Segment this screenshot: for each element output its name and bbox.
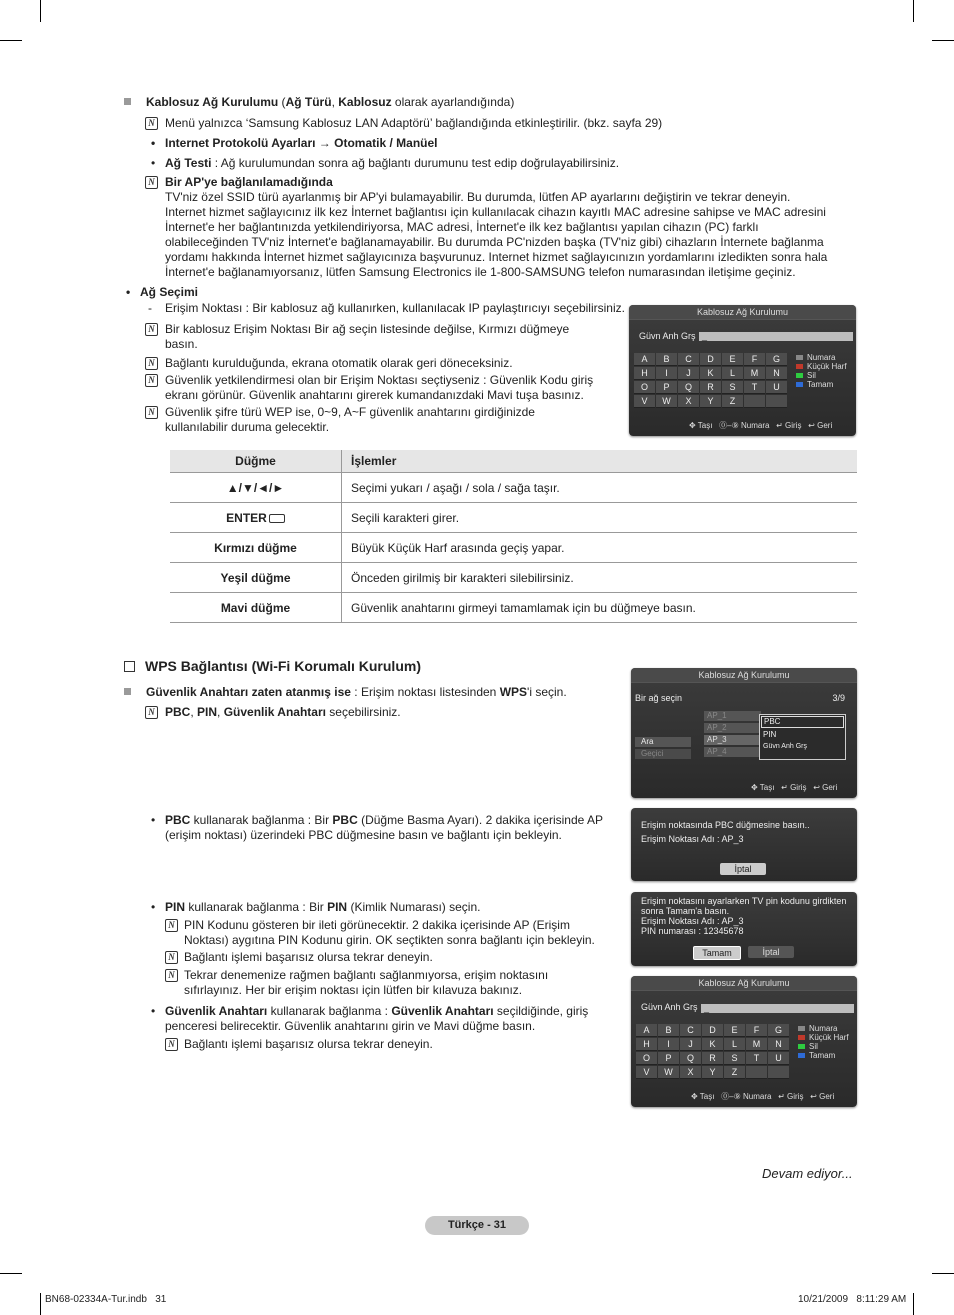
tv-pin-panel [631,892,857,966]
text: (Düğme Basma Ayarı). 2 dakika içerisinde AP [357,813,603,827]
field-label: Güvn Anh Grş [641,1002,698,1012]
key[interactable]: E [724,1024,745,1037]
heading-bold: Kablosuz Ağ Kurulumu [146,95,279,109]
note-line: Bir kablosuz Erişim Noktası Bir ağ seçin listesinde değilse, Kırmızı düğmeye [165,322,570,336]
key[interactable]: A [636,1024,657,1037]
legend-label: Küçük Harf [809,1033,849,1042]
paragraph-line: yordamı hakkında İnternet hizmet sağlayıcınıza başvurunuz. Internet hizmet sağlayıcınızın yordamlarını izledikten sonra hala [165,250,828,264]
key[interactable]: O [634,381,655,394]
text: 'i seçin. [527,685,567,699]
key[interactable]: X [678,395,699,408]
key[interactable]: P [656,381,677,394]
virtual-keyboard [634,353,787,408]
note-icon: N [145,357,158,370]
key[interactable]: D [700,353,721,366]
ap-item[interactable]: AP_1 [704,711,761,721]
bullet-bold: Ağ Testi [165,156,212,170]
key[interactable]: Z [722,395,743,408]
bold-text: PIN [197,705,218,719]
enter-icon: ↵ [781,783,788,792]
panel-title: Kablosuz Ağ Kurulumu [631,668,857,683]
square-bullet-icon [124,98,131,105]
key[interactable]: M [744,367,765,380]
key[interactable]: Y [702,1066,723,1079]
key[interactable]: V [636,1066,657,1079]
key[interactable]: S [724,1052,745,1065]
key[interactable] [746,1066,767,1079]
heading-text: ( [278,95,286,109]
number-keys-icon: ⓪–⑨ [719,421,739,430]
text: (Kimlik Numarası) seçin. [347,900,481,914]
text: kullanarak bağlanma : Bir [190,813,333,827]
note-line: ekranı görünür. Güvenlik anahtarını girerek kumandanızdaki Mavi tuşa basınız. [165,388,584,402]
note-icon: N [165,1038,178,1051]
note-text [184,968,548,998]
footer-label: Giriş [787,1092,804,1101]
bold-text: Güvenlik Anahtarı zaten atanmış ise [146,685,351,699]
key[interactable]: I [658,1038,679,1051]
key[interactable]: Q [678,381,699,394]
wps-title: WPS Bağlantısı (Wi-Fi Korumalı Kurulum) [145,658,421,674]
table-cell: Yeşil düğme [170,563,342,593]
table-row [170,503,857,533]
table-row [170,533,857,563]
blue-button-icon [798,1053,805,1058]
bullet-item: • Ağ Seçimi [140,285,198,300]
table-row [170,473,857,503]
key[interactable]: R [700,381,721,394]
ap-item-selected[interactable]: AP_3 [704,735,761,745]
crop-mark [913,0,914,22]
numbers-icon [796,355,803,360]
key[interactable]: W [658,1066,679,1079]
key[interactable]: H [636,1038,657,1051]
move-icon: ✥ [689,421,696,430]
key[interactable]: T [744,381,765,394]
table-cell: Seçimi yukarı / aşağı / sola / sağa taşır. [342,473,858,503]
key-table [170,450,857,623]
footer-label: Taşı [759,783,775,792]
security-key-input[interactable]: _ [701,1004,854,1013]
crop-mark [40,0,41,22]
message-line: sonra Tamam'a basın. [641,906,730,916]
panel-message: Erişim noktasında PBC düğmesine basın.. [641,820,810,830]
table-cell [170,503,342,533]
number-keys-icon: ⓪–⑨ [721,1092,741,1101]
ap-item[interactable]: AP_2 [704,723,761,733]
footer-label: Numara [740,421,770,430]
key[interactable]: A [634,353,655,366]
virtual-keyboard [636,1024,789,1079]
ok-button[interactable]: Tamam [693,946,741,960]
bullet-item [165,156,619,171]
key[interactable]: L [722,367,743,380]
text: seçildiğinde, giriş [493,1004,589,1018]
green-button-icon [798,1044,805,1049]
key[interactable]: L [724,1038,745,1051]
field-label: Güvn Anh Grş [639,331,696,341]
footer-label: Giriş [785,421,802,430]
note-text: Bağlantı kurulduğunda, ekrana otomatik olarak geri döneceksiniz. [165,356,513,370]
key[interactable]: Q [680,1052,701,1065]
key[interactable]: C [678,353,699,366]
key[interactable]: F [744,353,765,366]
key[interactable]: W [656,395,677,408]
table-cell: Güvenlik anahtarını girmeyi tamamlamak için bu düğmeye basın. [342,593,858,623]
key[interactable]: S [722,381,743,394]
key[interactable] [744,395,765,408]
note-icon: N [145,374,158,387]
dash-icon: - [148,301,152,315]
legend-label: Tamam [807,380,834,389]
key[interactable]: K [700,367,721,380]
text: , [217,705,224,719]
search-button[interactable]: Ara [635,737,691,747]
crop-mark [40,1293,41,1315]
heading-text: , [331,95,339,109]
bold-text: Güvenlik Anahtarı [165,1004,268,1018]
cancel-button[interactable]: İptal [720,863,766,875]
return-icon: ↩ [808,421,815,430]
table-cell: ▲/▼/◄/► [170,473,342,503]
key[interactable]: K [702,1038,723,1051]
column-header: Düğme [170,450,342,473]
button-legend [798,1024,849,1060]
wps-options-menu [759,714,846,760]
note-text: Menü yalnızca ‘Samsung Kablosuz LAN Adaptörü’ bağlandığında etkinleştirilir. (bkz. sayfa 29) [165,116,663,130]
return-icon: ↩ [810,1092,817,1101]
key[interactable]: G [766,353,787,366]
bold-text: WPS [499,685,528,699]
note-icon: N [165,969,178,982]
note-icon: N [165,919,178,932]
paragraph-line: TV'niz özel SSID türü ayarlanmış bir AP'yi bulamayabilir. Bu durumda, lütfen AP ayarlarını değiştirin ve tekrar deneyin. [165,190,791,204]
table-header-row [170,450,857,473]
key[interactable]: M [746,1038,767,1051]
green-button-icon [796,373,803,378]
note-icon: N [145,323,158,336]
note-icon: N [145,706,158,719]
note-line: sıfırlayınız. Her bir erişim noktası için lütfen bir kılavuza bakınız. [184,983,523,997]
key[interactable]: E [722,353,743,366]
key[interactable]: V [634,395,655,408]
print-date-info: 10/21/2009 8:11:29 AM [798,1294,907,1305]
paragraph-line: olabileceğinden TV'niz İnternet'e bağlanamayabilir. Bu durumda PC'nizden başka (TV'niz gibi) cihazların İnternete bağlanma [165,235,824,249]
key[interactable]: G [768,1024,789,1037]
bullet-item [165,1004,588,1034]
bullet-text: : Ağ kurulumundan sonra ağ bağlantı durumunu test edip doğrulayabilirsiniz. [211,156,620,170]
bullet-item [165,900,480,915]
move-icon: ✥ [691,1092,698,1101]
continued-label: Devam ediyor... [762,1166,853,1181]
note-line: Tekrar denemenize rağmen bağlantı sağlanmıyorsa, erişim noktasını [184,968,549,982]
note-text [184,918,595,948]
footer-label: Taşı [699,1092,715,1101]
enter-label: ENTER [226,510,267,525]
text-line: penceresi belirecektir. Güvenlik anahtarını girin ve Mavi düğme basın. [165,1019,536,1033]
note-line: Güvenlik yetkilendirmesi olan bir Erişim Noktası seçtiyseniz : Güvenlik Kodu giriş [165,373,594,387]
key[interactable]: U [766,381,787,394]
key[interactable]: B [656,353,677,366]
key[interactable]: H [634,367,655,380]
key[interactable] [766,395,787,408]
note-text [165,322,569,352]
message-line: Erişim noktasını ayarlarken TV pin kodunu girdikten [641,896,847,906]
bold-text: PIN [165,900,186,914]
option-security-key[interactable]: Güvn Anh Grş [763,743,807,750]
bold-text: Güvenlik Anahtarı [391,1004,494,1018]
print-file-info: BN68-02334A-Tur.indb 31 [45,1294,167,1305]
crop-mark [913,1293,914,1315]
table-cell: Büyük Küçük Harf arasında geçiş yapar. [342,533,858,563]
table-cell: Mavi düğme [170,593,342,623]
table-row [170,563,857,593]
button-legend [796,353,847,389]
footer-label: Geri [822,783,838,792]
note-text [165,405,535,435]
table-cell: Kırmızı düğme [170,533,342,563]
note-title: Bir AP'ye bağlanılamadığında [165,175,333,189]
heading-bold: Kablosuz [338,95,392,109]
option-pin[interactable]: PIN [763,730,777,739]
panel-title: Kablosuz Ağ Kurulumu [629,305,856,320]
key[interactable]: Y [700,395,721,408]
note-text [165,373,593,403]
column-header: İşlemler [342,450,858,473]
crop-mark [932,40,954,41]
footer-label: Geri [819,1092,835,1101]
key[interactable]: O [636,1052,657,1065]
note-text: Bağlantı işlemi başarısız olursa tekrar deneyin. [184,950,433,964]
note-line: Noktası) aygıtına PIN Kodunu girin. OK seçtikten sonra bağlantı için bekleyin. [184,933,595,947]
key[interactable]: D [702,1024,723,1037]
panel-message: Erişim Noktası Adı : AP_3 [641,834,744,844]
key[interactable]: U [768,1052,789,1065]
footer-label: Giriş [790,783,807,792]
adhoc-button[interactable]: Geçici [635,749,691,759]
bold-text: PIN [327,900,348,914]
legend-label: Sil [807,371,816,380]
tv-keyboard-panel [629,305,856,436]
footer-label: Taşı [697,421,713,430]
page-number: Türkçe - 31 [425,1216,529,1235]
legend-label: Numara [809,1024,838,1033]
legend-label: Tamam [809,1051,836,1060]
panel-title: Kablosuz Ağ Kurulumu [631,976,857,991]
text: seçebilirsiniz. [325,705,401,719]
ap-item[interactable]: AP_4 [704,747,761,757]
key[interactable]: R [702,1052,723,1065]
paragraph-line: Internet hizmet sağlayıcınız ilk kez İnternet bağlantısı için kullanılacak cihazın kayıtlı MAC adresine sahipse ve MAC adresini [165,205,826,219]
heading-bold: Ağ Türü [285,95,332,109]
security-key-input[interactable]: _ [699,332,853,341]
text: : Erişim noktası listesinden [350,685,500,699]
key[interactable]: F [746,1024,767,1037]
text: kullanarak bağlanma : Bir [185,900,328,914]
key[interactable]: I [656,367,677,380]
note-paragraph [165,190,827,280]
bold-text: PBC [165,705,191,719]
key[interactable]: C [680,1024,701,1037]
red-button-icon [796,364,803,369]
key[interactable]: X [680,1066,701,1079]
table-row [170,593,857,623]
key[interactable]: J [680,1038,701,1051]
panel-footer [689,420,832,431]
key[interactable]: J [678,367,699,380]
text: kullanarak bağlanma : [267,1004,392,1018]
message-line: Erişim Noktası Adı : AP_3 [641,916,744,926]
heading-text: olarak ayarlandığında) [391,95,515,109]
return-icon: ↩ [813,783,820,792]
message-line: PIN numarası : 12345678 [641,926,744,936]
crop-mark [0,1273,22,1274]
panel-label: Bir ağ seçin [635,693,683,703]
note-icon: N [145,117,158,130]
paragraph-line: İnternet'e bağlanamıyorsanız, lütfen Samsung Electronics ile 1-800-SAMSUNG telefon numarasından iletişime geçiniz. [165,265,796,279]
key[interactable] [768,1066,789,1079]
enter-icon: ↵ [778,1092,785,1101]
panel-footer [691,1091,834,1102]
note-text: Bağlantı işlemi başarısız olursa tekrar deneyin. [184,1037,433,1051]
legend-label: Sil [809,1042,818,1051]
table-cell: Seçili karakteri girer. [342,503,858,533]
footer-label: Numara [742,1092,772,1101]
tv-pbc-panel [631,808,857,881]
section-heading [146,95,514,110]
key[interactable]: T [746,1052,767,1065]
checkbox-bullet-icon [124,661,135,672]
dash-item: Erişim Noktası : Bir kablosuz ağ kullanırken, kullanılacak IP paylaştırıcıyı seçebilirsiniz. [165,301,625,315]
blue-button-icon [796,382,803,387]
bullet-item [165,813,603,843]
panel-footer [751,783,837,792]
note-icon: N [145,176,158,189]
key[interactable]: Z [724,1066,745,1079]
key[interactable]: N [768,1038,789,1051]
panel-message [641,896,846,936]
tv-ap-select-panel [631,668,857,798]
numbers-icon [798,1026,805,1031]
text: , [190,705,198,719]
bold-text: PBC [332,813,358,827]
bold-text: PBC [165,813,191,827]
enter-icon: ↵ [776,421,783,430]
crop-mark [932,1273,954,1274]
note-icon: N [165,951,178,964]
page-indicator: 3/9 [832,693,845,703]
note-text [165,705,401,720]
text-line: (erişim noktası) üzerindeki PBC düğmesine basın ve bağlantı için bekleyin. [165,828,562,842]
key[interactable]: N [766,367,787,380]
note-line: kullanılabilir duruma gelecektir. [165,420,330,434]
move-icon: ✥ [751,783,758,792]
tv-keyboard-panel-2 [631,976,857,1107]
note-line: Güvenlik şifre türü WEP ise, 0~9, A~F güvenlik anahtarını girdiğinizde [165,405,535,419]
key[interactable]: P [658,1052,679,1065]
wps-line [146,685,567,700]
bold-text: Güvenlik Anahtarı [223,705,326,719]
crop-mark [0,40,22,41]
legend-label: Numara [807,353,836,362]
enter-icon [269,514,285,523]
cancel-button[interactable]: İptal [748,946,794,958]
note-line: basın. [165,337,198,351]
key[interactable]: B [658,1024,679,1037]
square-bullet-icon [124,688,131,695]
note-icon: N [145,406,158,419]
bullet-item: • Internet Protokolü Ayarları → Otomatik / Manüel [165,136,438,151]
table-cell: Önceden girilmiş bir karakteri silebilirsiniz. [342,563,858,593]
option-pbc[interactable]: PBC [761,716,844,728]
note-line: PIN Kodunu gösteren bir ileti görünecektir. 2 dakika içerisinde AP (Erişim [184,918,570,932]
legend-label: Küçük Harf [807,362,847,371]
footer-label: Geri [817,421,833,430]
paragraph-line: İnternet'e her bağlantınızda yetkilendiriyorsa, MAC adresi, İnternet'e ilk kez bağlantısı yapılan cihazın (PC) farklı [165,220,759,234]
red-button-icon [798,1035,805,1040]
